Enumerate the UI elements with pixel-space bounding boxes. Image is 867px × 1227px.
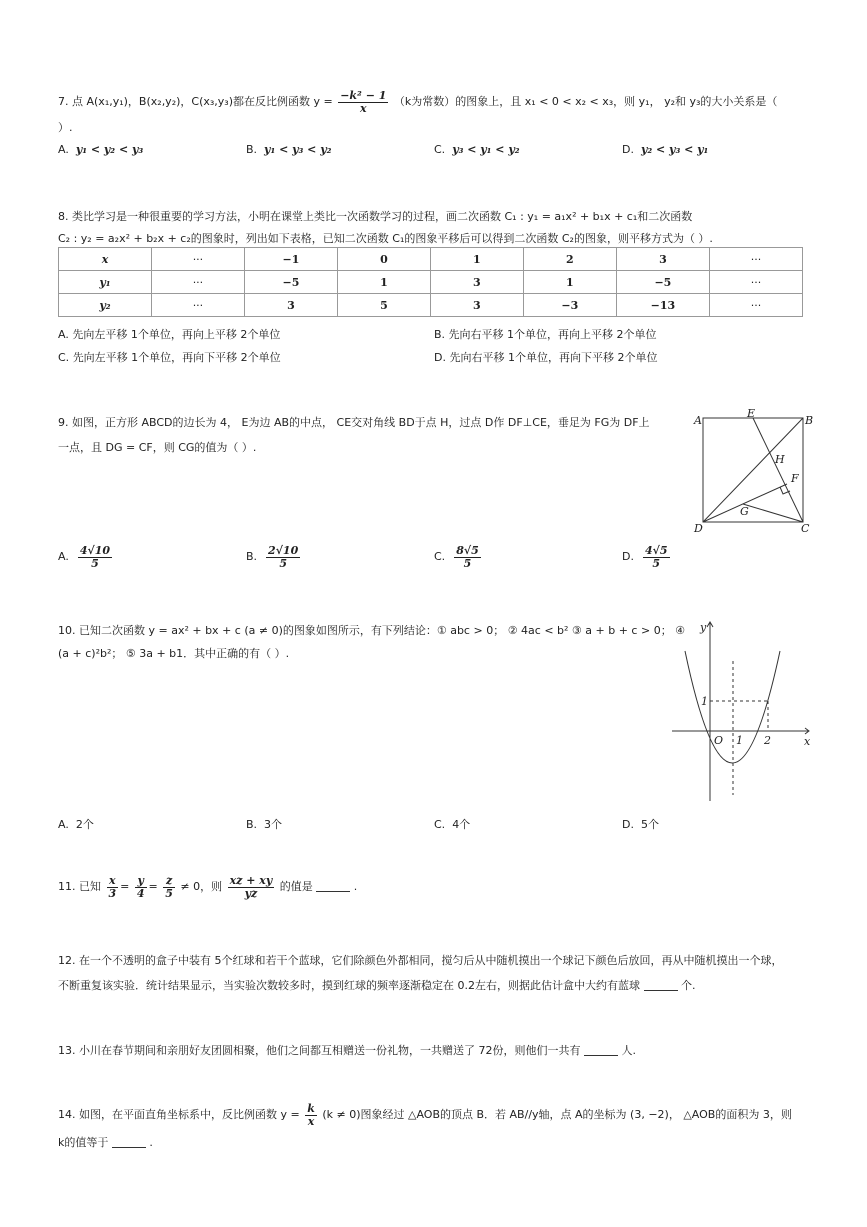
segment-ce (753, 418, 803, 522)
q7-stem-end: ）. (58, 121, 73, 134)
parabola-graph (668, 615, 818, 807)
q12-stem-line2: 不断重复该实验．统计结果显示，当实验次数较多时，摸到红球的频率逐渐稳定在 0.2左右，则据此估计盒中大约有蓝球 个. (58, 979, 696, 992)
q9-option-b[interactable]: B. $\frac{2√10}{5}$ (246, 544, 299, 570)
q8-option-a[interactable]: A. 先向左平移 1个单位，再向上平移 2个单位 (58, 328, 281, 341)
q13-answer-blank[interactable] (584, 1045, 618, 1056)
q10-stem-line1: 10. 已知二次函数 y = ax² + bx + c (a ≠ 0)的图象如图所示，有下列结论：① abc > 0； ② 4ac < b² ③ a + b + c > 0； ④ (58, 624, 686, 637)
q10-stem-line2: (a + c)²b²； ⑤ 3a + b1．其中正确的有（ ）. (58, 647, 290, 660)
diagonal-bd (703, 418, 803, 522)
q9-option-a[interactable]: A. $\frac{4√10}{5}$ (58, 544, 111, 570)
q14-stem-line1: 14. 如图，在平面直角坐标系中，反比例函数 y = $\frac{k}{x}$ (k ≠ 0)图象经过 △AOB的顶点 B．若 AB//y轴，点 A的坐标为 (3, −2)， △AOB的面积为 3，则 (58, 1102, 792, 1128)
label-d: D (694, 522, 703, 535)
q7-option-c[interactable]: C. y₃ < y₁ < y₂ (434, 143, 520, 156)
q10-option-d[interactable]: D. 5个 (622, 818, 659, 831)
table-row: x ··· −1 0 1 2 3 ··· (59, 248, 803, 271)
q9-stem-line1: 9. 如图，正方形 ABCD的边长为 4， E为边 AB的中点， CE交对角线 BD于点 H，过点 D作 DF⊥CE，垂足为 FG为 DF上 (58, 416, 650, 429)
label-x-one: 1 (736, 734, 743, 747)
q7-stem: 7. 点 A(x₁,y₁)，B(x₂,y₂)，C(x₃,y₃)都在反比例函数 y = $\frac{\text{−k² − 1}}{x}$ （k为常数）的图象上，且 x₁ < 0 < x₂ < x₃，则 y₁， y₂和 y₃的大小关系是（ (58, 89, 778, 115)
q7-fraction: $\frac{\text{−k² − 1}}{x}$ (340, 89, 387, 115)
q13-stem: 13. 小川在春节期间和亲朋好友团圆相聚，他们之间都互相赠送一份礼物，一共赠送了 72份，则他们一共有 人. (58, 1044, 636, 1057)
label-g: G (740, 505, 749, 518)
q10-option-b[interactable]: B. 3个 (246, 818, 283, 831)
square-figure (688, 408, 818, 538)
q8-value-table (58, 247, 803, 317)
q10-option-c[interactable]: C. 4个 (434, 818, 471, 831)
q7-option-d[interactable]: D. y₂ < y₃ < y₁ (622, 143, 709, 156)
q11-answer-blank[interactable] (316, 881, 350, 892)
label-c: C (801, 522, 810, 535)
label-origin: O (714, 734, 724, 747)
q10-option-a[interactable]: A. 2个 (58, 818, 94, 831)
table-row: y₁ ··· −5 1 3 1 −5 ··· (59, 271, 803, 294)
q8-option-d[interactable]: D. 先向右平移 1个单位，再向下平移 2个单位 (434, 351, 658, 364)
label-f: F (791, 472, 799, 485)
q11-stem: 11. 已知 $\frac{x}{3}$ = $\frac{y}{4}$ = $\frac{z}{5}$ ≠ 0，则 $\frac{xz + xy}{yz}$ 的值是 . (58, 874, 358, 900)
q7-option-a[interactable]: A. y₁ < y₂ < y₃ (58, 143, 144, 156)
label-x: x (804, 735, 811, 748)
q8-stem-line1: 8. 类比学习是一种很重要的学习方法，小明在课堂上类比一次函数学习的过程，画二次函数 C₁ : y₁ = a₁x² + b₁x + c₁和二次函数 (58, 210, 693, 223)
q9-stem-line2: 一点，且 DG = CF，则 CG的值为（ ）. (58, 441, 257, 454)
q9-option-d[interactable]: D. $\frac{4√5}{5}$ (622, 544, 668, 570)
label-x-two: 2 (764, 734, 771, 747)
segment-cg (743, 504, 803, 522)
q9-option-c[interactable]: C. $\frac{8√5}{5}$ (434, 544, 479, 570)
table-row: y₂ ··· 3 5 3 −3 −13 ··· (59, 294, 803, 317)
q8-stem-line2: C₂ : y₂ = a₂x² + b₂x + c₂的图象时，列出如下表格，已知二次函数 C₁的图象平移后可以得到二次函数 C₂的图象，则平移方式为（ ）. (58, 232, 713, 245)
label-e: E (747, 408, 756, 420)
q7-option-b[interactable]: B. y₁ < y₃ < y₂ (246, 143, 332, 156)
q8-option-b[interactable]: B. 先向右平移 1个单位，再向上平移 2个单位 (434, 328, 657, 341)
q8-option-c[interactable]: C. 先向左平移 1个单位，再向下平移 2个单位 (58, 351, 281, 364)
label-y: y (700, 621, 707, 634)
label-b: B (805, 414, 814, 427)
label-y-one: 1 (701, 695, 708, 708)
q14-stem-line2: k的值等于 . (58, 1136, 153, 1149)
q14-answer-blank[interactable] (112, 1137, 146, 1148)
q12-answer-blank[interactable] (644, 980, 678, 991)
q12-stem-line1: 12. 在一个不透明的盒子中装有 5个红球和若干个蓝球，它们除颜色外都相同，搅匀后从中随机摸出一个球记下颜色后放回，再从中随机摸出一个球， (58, 954, 783, 967)
label-a: A (694, 414, 702, 427)
label-h: H (775, 453, 785, 466)
